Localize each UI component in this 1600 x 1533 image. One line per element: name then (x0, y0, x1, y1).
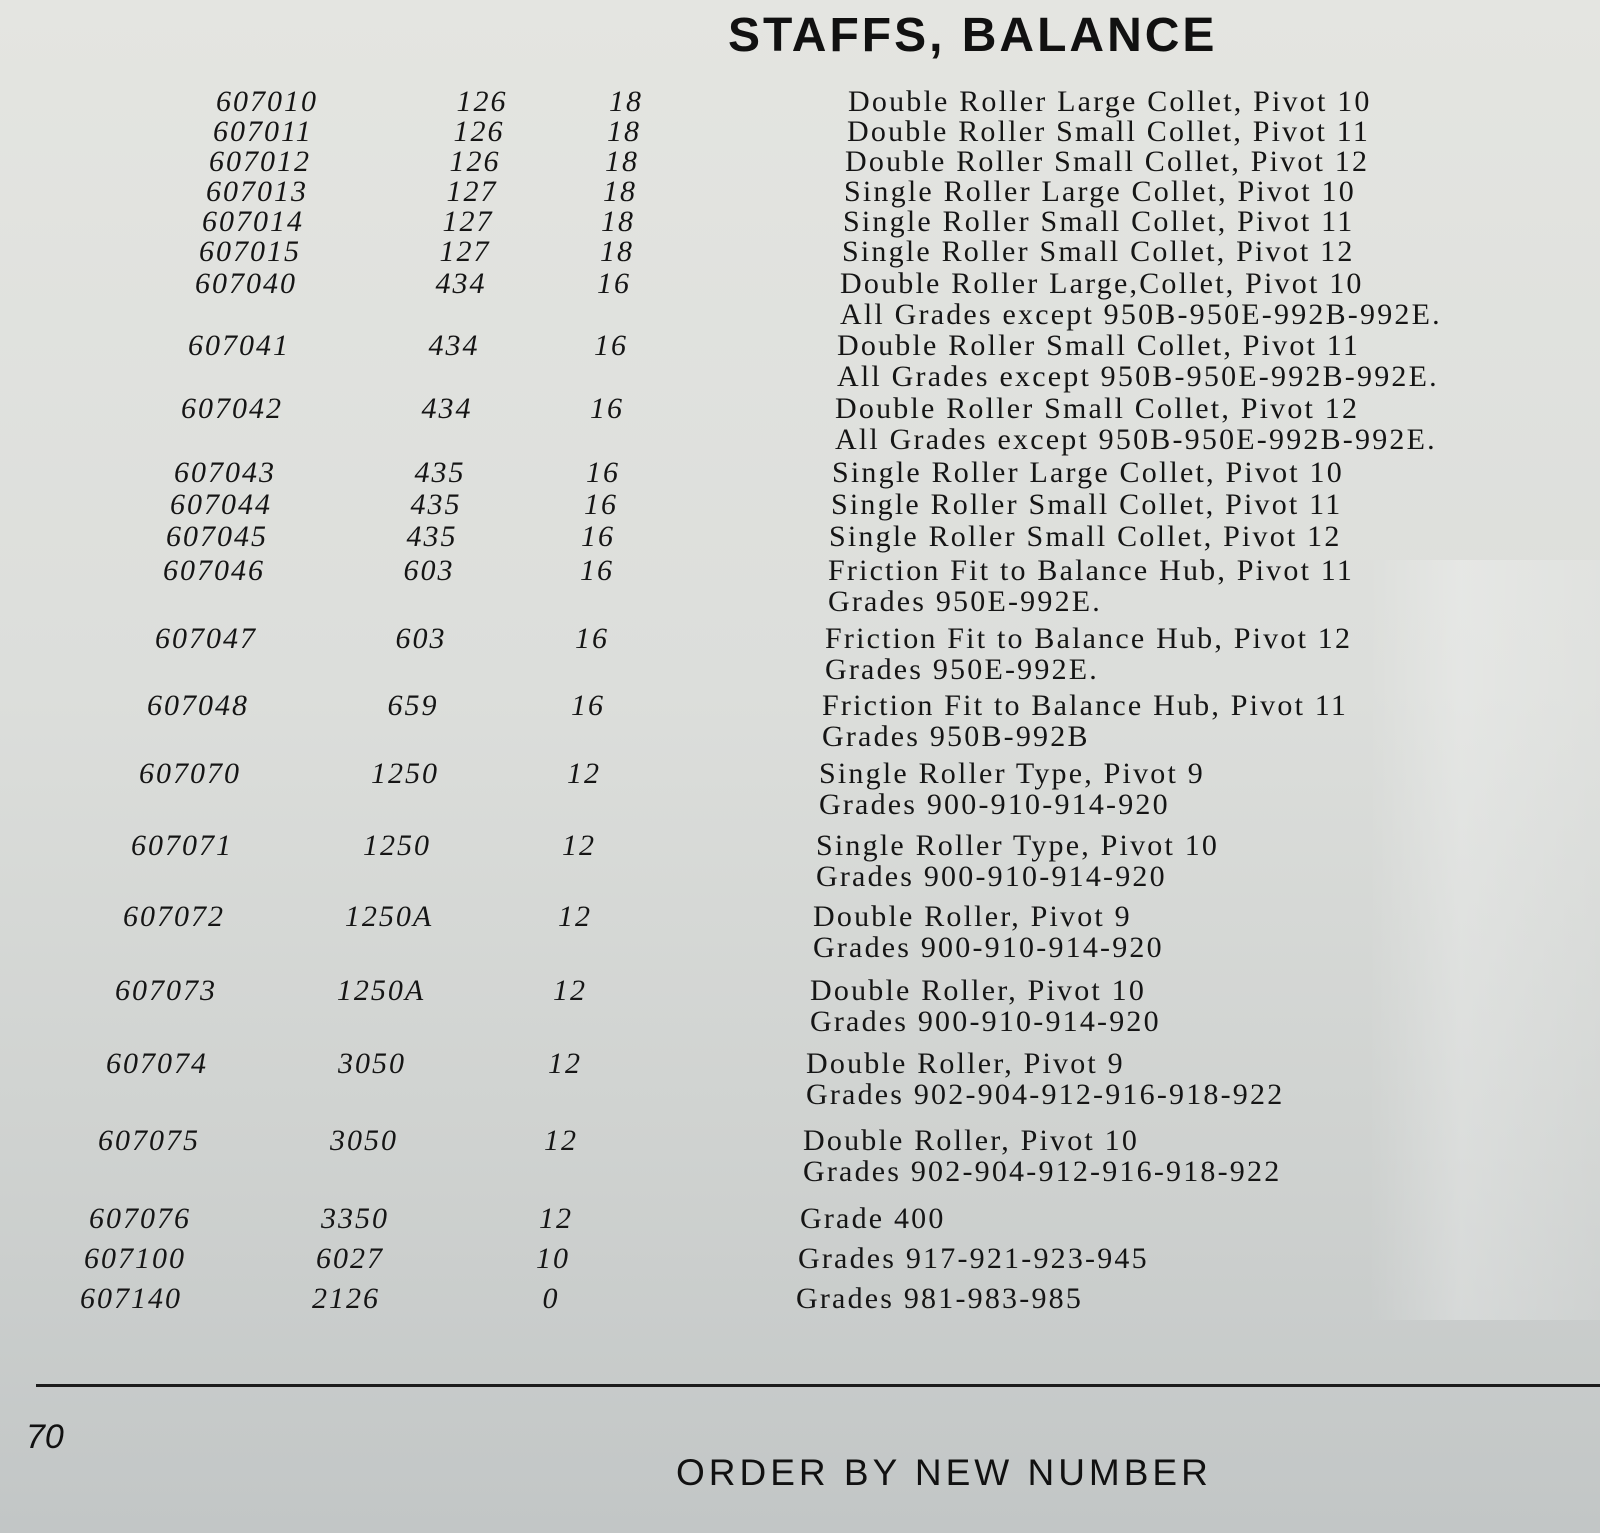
description-line: Single Roller Large Collet, Pivot 10 (832, 456, 1344, 489)
description-line: Single Roller Type, Pivot 9 (819, 757, 1205, 790)
description (806, 1048, 1284, 1110)
description (831, 489, 1342, 520)
part-number: 607015 (199, 235, 301, 268)
description-line: Double Roller Large Collet, Pivot 10 (848, 85, 1372, 118)
description (835, 393, 1437, 455)
description-line: Double Roller, Pivot 9 (806, 1047, 1125, 1080)
part-number: 607075 (98, 1124, 200, 1157)
description-line: Double Roller, Pivot 10 (803, 1124, 1140, 1157)
description-line: Grades 981-983-985 (796, 1282, 1084, 1315)
description (822, 690, 1348, 752)
size-number: 12 (553, 974, 587, 1007)
size-number: 18 (601, 205, 635, 238)
grades-line: Grades 902-904-912-916-918-922 (803, 1155, 1282, 1188)
part-number: 607100 (84, 1242, 186, 1275)
grades-line: Grades 900-910-914-920 (813, 931, 1164, 964)
grades-line: Grades 900-910-914-920 (819, 788, 1170, 821)
reference-number: 435 (410, 488, 462, 521)
grades-line: Grades 950B-992B (822, 720, 1090, 753)
part-number: 607073 (115, 974, 217, 1007)
description-line: Single Roller Small Collet, Pivot 11 (843, 205, 1355, 238)
reference-number: 127 (446, 175, 498, 208)
description-line: Double Roller Small Collet, Pivot 11 (837, 329, 1361, 362)
reference-number: 603 (395, 622, 447, 655)
size-number: 18 (609, 85, 643, 118)
description-line: Double Roller Small Collet, Pivot 12 (835, 392, 1360, 425)
part-number: 607010 (216, 85, 318, 118)
grades-line: Grades 902-904-912-916-918-922 (806, 1078, 1285, 1111)
part-number: 607012 (209, 145, 311, 178)
size-number: 12 (544, 1124, 578, 1157)
reference-number: 603 (403, 554, 455, 587)
size-number: 12 (567, 757, 601, 790)
description (825, 623, 1352, 685)
size-number: 18 (607, 115, 641, 148)
description (813, 901, 1164, 963)
description (803, 1125, 1281, 1187)
description-line: Grades 917-921-923-945 (798, 1242, 1149, 1275)
description (844, 176, 1356, 207)
reference-number: 126 (456, 85, 508, 118)
description (810, 975, 1161, 1037)
size-number: 16 (580, 554, 614, 587)
size-number: 12 (558, 900, 592, 933)
description-line: Single Roller Small Collet, Pivot 12 (842, 235, 1355, 268)
size-number: 0 (542, 1282, 560, 1315)
size-number: 16 (584, 488, 618, 521)
part-number: 607041 (188, 329, 290, 362)
part-number: 607040 (195, 267, 297, 300)
part-number: 607047 (155, 622, 257, 655)
description-line: Single Roller Small Collet, Pivot 11 (831, 488, 1343, 521)
size-number: 16 (581, 520, 615, 553)
description (837, 330, 1439, 392)
description (847, 116, 1370, 147)
part-number: 607044 (170, 488, 272, 521)
size-number: 18 (605, 145, 639, 178)
reference-number: 434 (421, 392, 473, 425)
part-number: 607070 (139, 757, 241, 790)
description (798, 1243, 1149, 1274)
description-line: Double Roller, Pivot 10 (810, 974, 1147, 1007)
part-number: 607072 (123, 900, 225, 933)
size-number: 16 (586, 456, 620, 489)
part-number: 607011 (213, 115, 313, 148)
reference-number: 1250 (363, 829, 431, 862)
part-number: 607042 (181, 392, 283, 425)
description-line: Single Roller Large Collet, Pivot 10 (844, 175, 1356, 208)
part-number: 607013 (206, 175, 308, 208)
grades-line: All Grades except 950B-950E-992B-992E. (840, 298, 1442, 331)
size-number: 16 (571, 689, 605, 722)
reference-number: 1250A (336, 974, 426, 1007)
grades-line: Grades 950E-992E. (825, 653, 1100, 686)
description (832, 457, 1344, 488)
reference-number: 659 (387, 689, 439, 722)
description-line: Single Roller Type, Pivot 10 (816, 829, 1220, 862)
size-number: 12 (562, 829, 596, 862)
order-note: ORDER BY NEW NUMBER (676, 1452, 1212, 1493)
description (848, 86, 1372, 117)
reference-number: 435 (406, 520, 458, 553)
reference-number: 3050 (330, 1124, 398, 1157)
grades-line: All Grades except 950B-950E-992B-992E. (835, 423, 1437, 456)
page-number: 70 (26, 1418, 64, 1456)
description (845, 146, 1369, 177)
grades-line: Grades 900-910-914-920 (816, 860, 1167, 893)
reference-number: 2126 (312, 1282, 380, 1315)
part-number: 607074 (106, 1047, 208, 1080)
part-number: 607140 (80, 1282, 182, 1315)
description-line: Double Roller Large,Collet, Pivot 10 (840, 267, 1364, 300)
description-line: Friction Fit to Balance Hub, Pivot 12 (825, 622, 1353, 655)
size-number: 10 (536, 1242, 570, 1275)
reference-number: 3050 (338, 1047, 406, 1080)
reference-number: 1250 (371, 757, 439, 790)
description (842, 236, 1355, 267)
size-number: 18 (603, 175, 637, 208)
description (829, 521, 1342, 552)
size-number: 12 (548, 1047, 582, 1080)
description-line: Double Roller, Pivot 9 (813, 900, 1132, 933)
description-line: Double Roller Small Collet, Pivot 12 (845, 145, 1370, 178)
description (816, 830, 1219, 892)
reference-number: 434 (435, 267, 487, 300)
reference-number: 126 (453, 115, 505, 148)
reference-number: 127 (439, 235, 491, 268)
description-line: Friction Fit to Balance Hub, Pivot 11 (822, 689, 1349, 722)
description (843, 206, 1354, 237)
size-number: 12 (539, 1202, 573, 1235)
description-line: Friction Fit to Balance Hub, Pivot 11 (828, 554, 1355, 587)
part-number: 607071 (131, 829, 233, 862)
size-number: 16 (597, 267, 631, 300)
part-number: 607014 (202, 205, 304, 238)
size-number: 16 (590, 392, 624, 425)
part-number: 607043 (174, 456, 276, 489)
description (796, 1283, 1083, 1314)
part-number: 607046 (163, 554, 265, 587)
size-number: 18 (600, 235, 634, 268)
reference-number: 435 (414, 456, 466, 489)
footer-divider (36, 1384, 1600, 1387)
grades-line: All Grades except 950B-950E-992B-992E. (837, 360, 1439, 393)
part-number: 607045 (166, 520, 268, 553)
description (800, 1203, 946, 1234)
description (828, 555, 1354, 617)
grades-line: Grades 950E-992E. (828, 585, 1103, 618)
size-number: 16 (594, 329, 628, 362)
reference-number: 434 (428, 329, 480, 362)
reference-number: 6027 (316, 1242, 384, 1275)
description-line: Grade 400 (800, 1202, 946, 1235)
description (819, 758, 1205, 820)
description-line: Double Roller Small Collet, Pivot 11 (847, 115, 1371, 148)
part-number: 607048 (147, 689, 249, 722)
grades-line: Grades 900-910-914-920 (810, 1005, 1161, 1038)
description-line: Single Roller Small Collet, Pivot 12 (829, 520, 1342, 553)
reference-number: 126 (449, 145, 501, 178)
part-number: 607076 (89, 1202, 191, 1235)
description (840, 268, 1442, 330)
reference-number: 3350 (321, 1202, 389, 1235)
reference-number: 127 (442, 205, 494, 238)
reference-number: 1250A (344, 900, 434, 933)
page-title: STAFFS, BALANCE (728, 9, 1218, 62)
size-number: 16 (575, 622, 609, 655)
